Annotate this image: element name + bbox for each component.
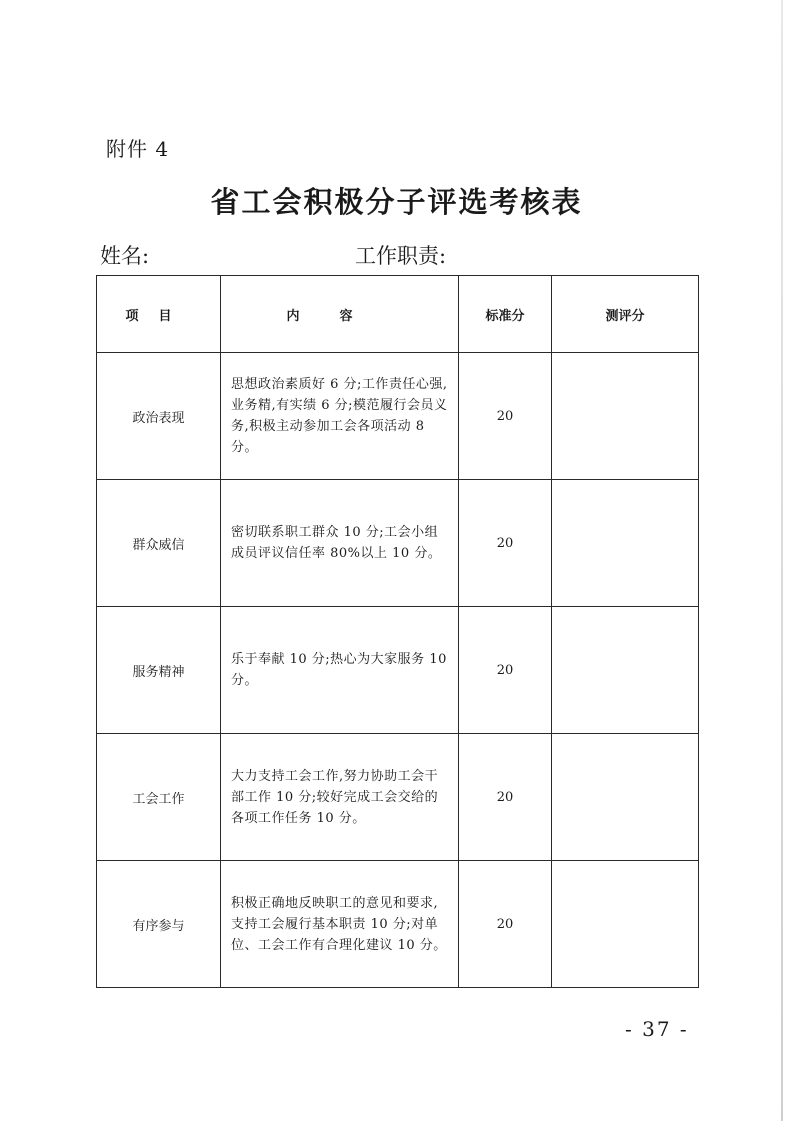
- row-content: 密切联系职工群众 10 分;工会小组成员评议信任率 80%以上 10 分。: [221, 480, 459, 607]
- row-item: 服务精神: [97, 607, 221, 734]
- table-row: [97, 734, 699, 861]
- row-content: 乐于奉献 10 分;热心为大家服务 10 分。: [221, 607, 459, 734]
- table-row: [97, 607, 699, 734]
- row-standard-score: 20: [459, 607, 552, 734]
- duty-field-label: 工作职责:: [355, 244, 447, 268]
- row-standard-score: 20: [459, 861, 552, 988]
- header-standard-score: 标准分: [459, 276, 552, 353]
- row-evaluation-score[interactable]: [552, 734, 699, 861]
- header-content: 内容: [221, 276, 459, 353]
- row-item: 群众威信: [97, 480, 221, 607]
- row-evaluation-score[interactable]: [552, 480, 699, 607]
- page-title: 省工会积极分子评选考核表: [210, 185, 583, 219]
- row-standard-score: 20: [459, 353, 552, 480]
- attachment-label: 附件 4: [106, 137, 170, 161]
- scan-edge-divider: [781, 0, 783, 1121]
- table-row: [97, 480, 699, 607]
- assessment-table: [96, 275, 699, 988]
- table-header-row: [97, 276, 699, 353]
- row-evaluation-score[interactable]: [552, 861, 699, 988]
- page-number: - 37 -: [625, 1017, 689, 1041]
- header-evaluation-score: 测评分: [552, 276, 699, 353]
- row-standard-score: 20: [459, 734, 552, 861]
- row-item: 政治表现: [97, 353, 221, 480]
- table-row: [97, 861, 699, 988]
- header-item: 项目: [97, 276, 221, 353]
- name-field-label: 姓名:: [100, 244, 150, 268]
- row-evaluation-score[interactable]: [552, 353, 699, 480]
- row-standard-score: 20: [459, 480, 552, 607]
- row-content: 思想政治素质好 6 分;工作责任心强,业务精,有实绩 6 分;模范履行会员义务,积极主动参加工会各项活动 8 分。: [221, 353, 459, 480]
- row-item: 工会工作: [97, 734, 221, 861]
- row-evaluation-score[interactable]: [552, 607, 699, 734]
- row-content: 大力支持工会工作,努力协助工会干部工作 10 分;较好完成工会交给的各项工作任务 10 分。: [221, 734, 459, 861]
- row-item: 有序参与: [97, 861, 221, 988]
- table-row: [97, 353, 699, 480]
- row-content: 积极正确地反映职工的意见和要求,支持工会履行基本职责 10 分;对单位、工会工作有合理化建议 10 分。: [221, 861, 459, 988]
